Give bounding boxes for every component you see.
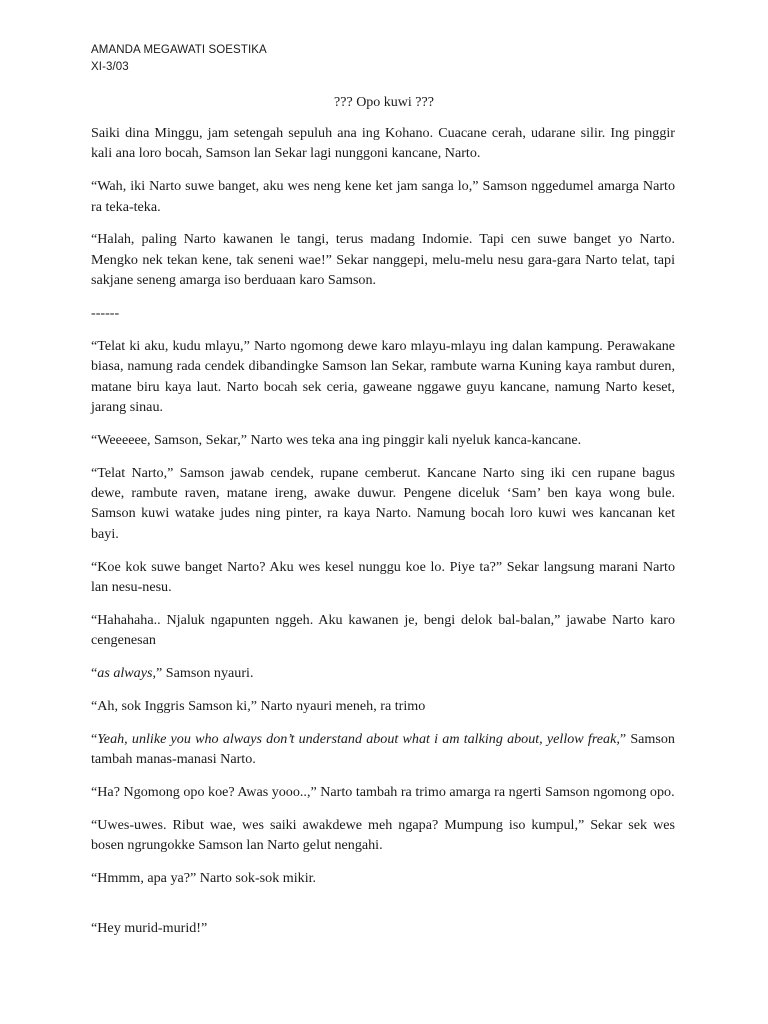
paragraph: “Ah, sok Inggris Samson ki,” Narto nyauri meneh, ra trimo xyxy=(91,697,426,714)
document-header xyxy=(91,42,267,76)
quote-open: “ xyxy=(91,665,98,682)
paragraph: “Hey murid-murid!” xyxy=(91,920,208,937)
class-code: XI-3/03 xyxy=(91,61,129,73)
paragraph xyxy=(91,663,675,683)
italic-quote: as always, xyxy=(97,665,156,682)
paragraph: “Hahahaha.. Njaluk ngapunten nggeh. Aku kawanen je, bengi delok bal-balan,” jawabe Narto karo cengenesan xyxy=(91,611,675,649)
paragraph: “Telat Narto,” Samson jawab cendek, rupane cemberut. Kancane Narto sing iki cen rupane bagus dewe, rambute raven, matane ireng, awake duwur. Pengene diceluk ‘Sam’ ben kaya wong bule. Samson kuwi watake judes ning pinter, ra kaya Narto. Namung bocah loro kuwi wes kancanan ket bayi. xyxy=(91,464,675,542)
author-name: AMANDA MEGAWATI SOESTIKA xyxy=(91,44,267,56)
paragraph xyxy=(91,729,675,770)
paragraph: “Halah, paling Narto kawanen le tangi, terus madang Indomie. Tapi cen suwe banget yo Narto. Mengko nek tekan kene, tak seneni wae!” Sekar nanggepi, melu-melu nesu gara-gara Narto telat, tapi sakjane seneng amarga iso berduaan karo Samson. xyxy=(91,231,675,289)
paragraph: “Weeeeee, Samson, Sekar,” Narto wes teka ana ing pinggir kali nyeluk kanca-kancane. xyxy=(91,431,582,448)
paragraph: “Wah, iki Narto suwe banget, aku wes neng kene ket jam sanga lo,” Samson nggedumel amarga Narto ra teka-teka. xyxy=(91,178,675,215)
paragraph: Saiki dina Minggu, jam setengah sepuluh ana ing Kohano. Cuacane cerah, udarane silir. Ing pinggir kali ana loro bocah, Samson lan Sekar lagi nunggoni kancane, Narto. xyxy=(91,125,675,162)
story-body xyxy=(91,123,675,951)
paragraph: “Hmmm, apa ya?” Narto sok-sok mikir. xyxy=(91,869,317,886)
scene-divider: ------ xyxy=(91,305,120,322)
italic-quote: Yeah, unlike you who always don’t understand about what i am talking about, yellow freak, xyxy=(97,730,620,747)
paragraph: “Koe kok suwe banget Narto? Aku wes kesel nunggu koe lo. Piye ta?” Sekar langsung marani Narto lan nesu-nesu. xyxy=(91,558,675,596)
quote-open: “ xyxy=(91,730,98,747)
quote-close: ” Samson nyauri. xyxy=(156,665,254,682)
quote-close: ” Samson tambah manas-manasi Narto. xyxy=(91,730,675,768)
paragraph: “Telat ki aku, kudu mlayu,” Narto ngomong dewe karo mlayu-mlayu ing dalan kampung. Perawakane biasa, namung rada cendek dibandingke Samson lan Sekar, rambute warna Kuning kaya rambut duren, matane biru kaya laut. Narto bocah sek ceria, gaweane nggawe guyu kancane, namung Narto keset, jarang sinau. xyxy=(91,337,675,416)
paragraph: “Uwes-uwes. Ribut wae, wes saiki awakdewe meh ngapa? Mumpung iso kumpul,” Sekar sek wes bosen ngrungokke Samson lan Narto gelut nengahi. xyxy=(91,816,675,854)
story-title: ??? Opo kuwi ??? xyxy=(334,95,434,110)
paragraph: “Ha? Ngomong opo koe? Awas yooo..,” Narto tambah ra trimo amarga ra ngerti Samson ngomong opo. xyxy=(91,783,675,800)
